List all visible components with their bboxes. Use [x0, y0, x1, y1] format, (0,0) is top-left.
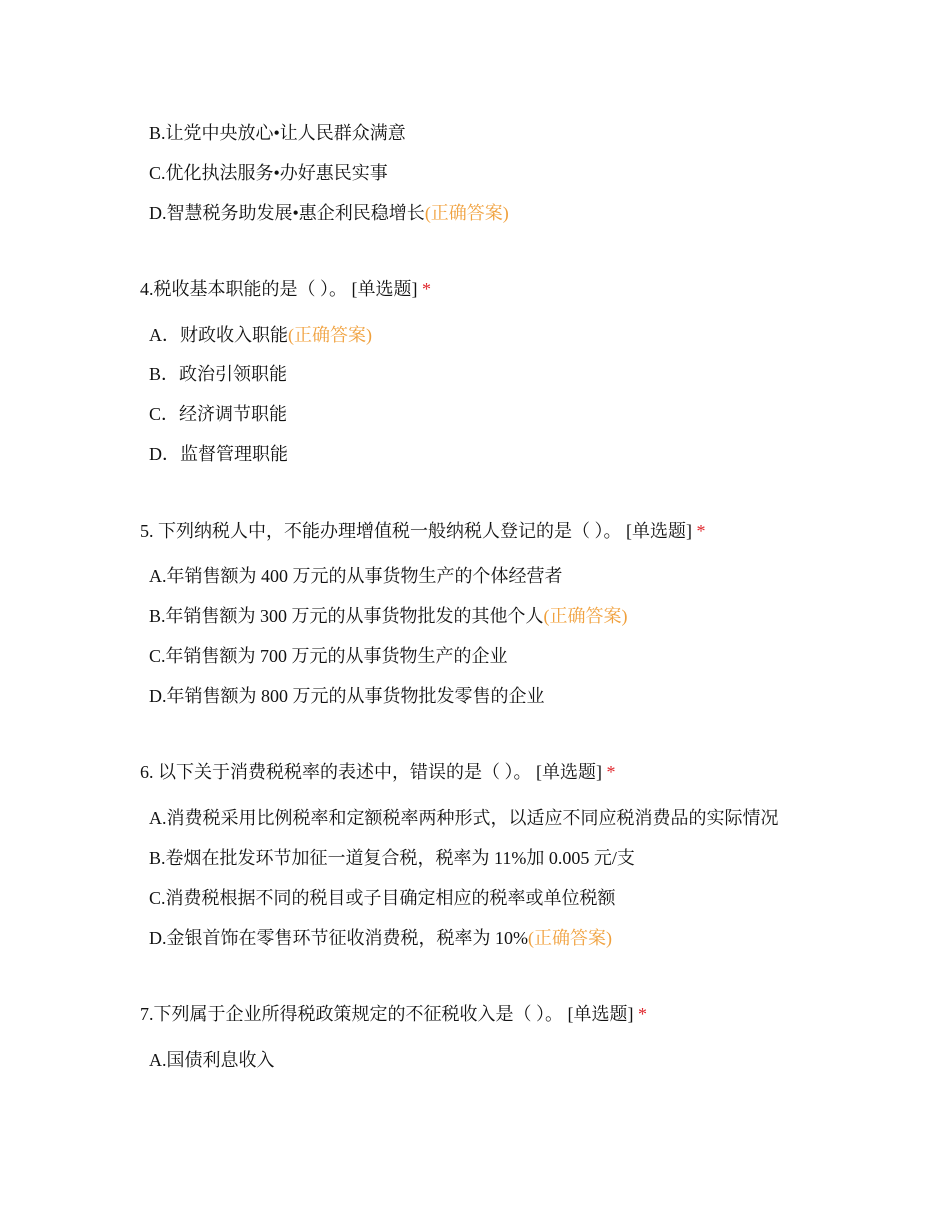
q5-option-a — [149, 564, 563, 588]
question-text: 4.税收基本职能的是（ ）。 — [140, 279, 347, 299]
correct-answer-tag: (正确答案) — [424, 203, 509, 223]
option-text: D.智慧税务助发展•惠企利民稳增长 — [149, 203, 425, 223]
option-text: B.年销售额为 300 万元的从事货物批发的其他个人 — [149, 606, 544, 626]
q6-option-a — [149, 806, 779, 830]
question-type: [单选题] — [567, 1004, 634, 1024]
required-mark: * — [606, 762, 616, 782]
option-text: A.国债利息收入 — [149, 1050, 275, 1070]
q4-stem — [140, 277, 431, 301]
question-type: [单选题] — [536, 762, 602, 782]
correct-answer-tag: (正确答案) — [543, 606, 628, 626]
question-type: [单选题] — [626, 521, 692, 541]
q5-option-c — [149, 644, 508, 668]
option-text: B.让党中央放心•让人民群众满意 — [149, 123, 406, 143]
required-mark: * — [422, 279, 431, 299]
option-text: D．监督管理职能 — [149, 444, 288, 464]
q5-option-d — [149, 684, 545, 708]
correct-answer-tag: (正确答案) — [528, 928, 612, 948]
q3-option-d — [149, 201, 509, 225]
option-text: A.年销售额为 400 万元的从事货物生产的个体经营者 — [149, 566, 563, 586]
q7-option-a — [149, 1048, 275, 1072]
required-mark: * — [696, 521, 706, 541]
q4-option-c — [149, 402, 287, 426]
option-text: D.金银首饰在零售环节征收消费税，税率为 10% — [149, 928, 528, 948]
option-text: D.年销售额为 800 万元的从事货物批发零售的企业 — [149, 686, 545, 706]
option-text: C.年销售额为 700 万元的从事货物生产的企业 — [149, 646, 508, 666]
option-text: B.卷烟在批发环节加征一道复合税，税率为 11%加 0.005 元/支 — [149, 848, 635, 868]
required-mark: * — [638, 1004, 647, 1024]
q6-option-c — [149, 886, 616, 910]
q5-option-b — [149, 604, 628, 628]
q4-option-a — [149, 323, 372, 347]
option-text: A.消费税采用比例税率和定额税率两种形式，以适应不同应税消费品的实际情况 — [149, 808, 779, 828]
question-text: 5. 下列纳税人中，不能办理增值税一般纳税人登记的是（ ）。 — [140, 521, 622, 541]
q6-option-d — [149, 926, 612, 950]
question-text: 7.下列属于企业所得税政策规定的不征税收入是（ ）。 — [140, 1004, 563, 1024]
q6-option-b — [149, 846, 635, 870]
question-text: 6. 以下关于消费税税率的表述中，错误的是（ ）。 — [140, 762, 532, 782]
q7-stem — [140, 1002, 647, 1026]
correct-answer-tag: (正确答案) — [288, 325, 372, 345]
q3-option-c — [149, 161, 388, 185]
q5-stem — [140, 519, 706, 543]
q6-stem — [140, 760, 616, 784]
option-text: B．政治引领职能 — [149, 364, 288, 384]
option-text: A．财政收入职能 — [149, 325, 288, 345]
option-text: C.优化执法服务•办好惠民实事 — [149, 163, 388, 183]
q4-option-b — [149, 362, 287, 386]
q3-option-b — [149, 121, 406, 145]
q4-option-d — [149, 442, 288, 466]
option-text: C．经济调节职能 — [149, 404, 288, 424]
option-text: C.消费税根据不同的税目或子目确定相应的税率或单位税额 — [149, 888, 616, 908]
question-type: [单选题] — [351, 279, 418, 299]
